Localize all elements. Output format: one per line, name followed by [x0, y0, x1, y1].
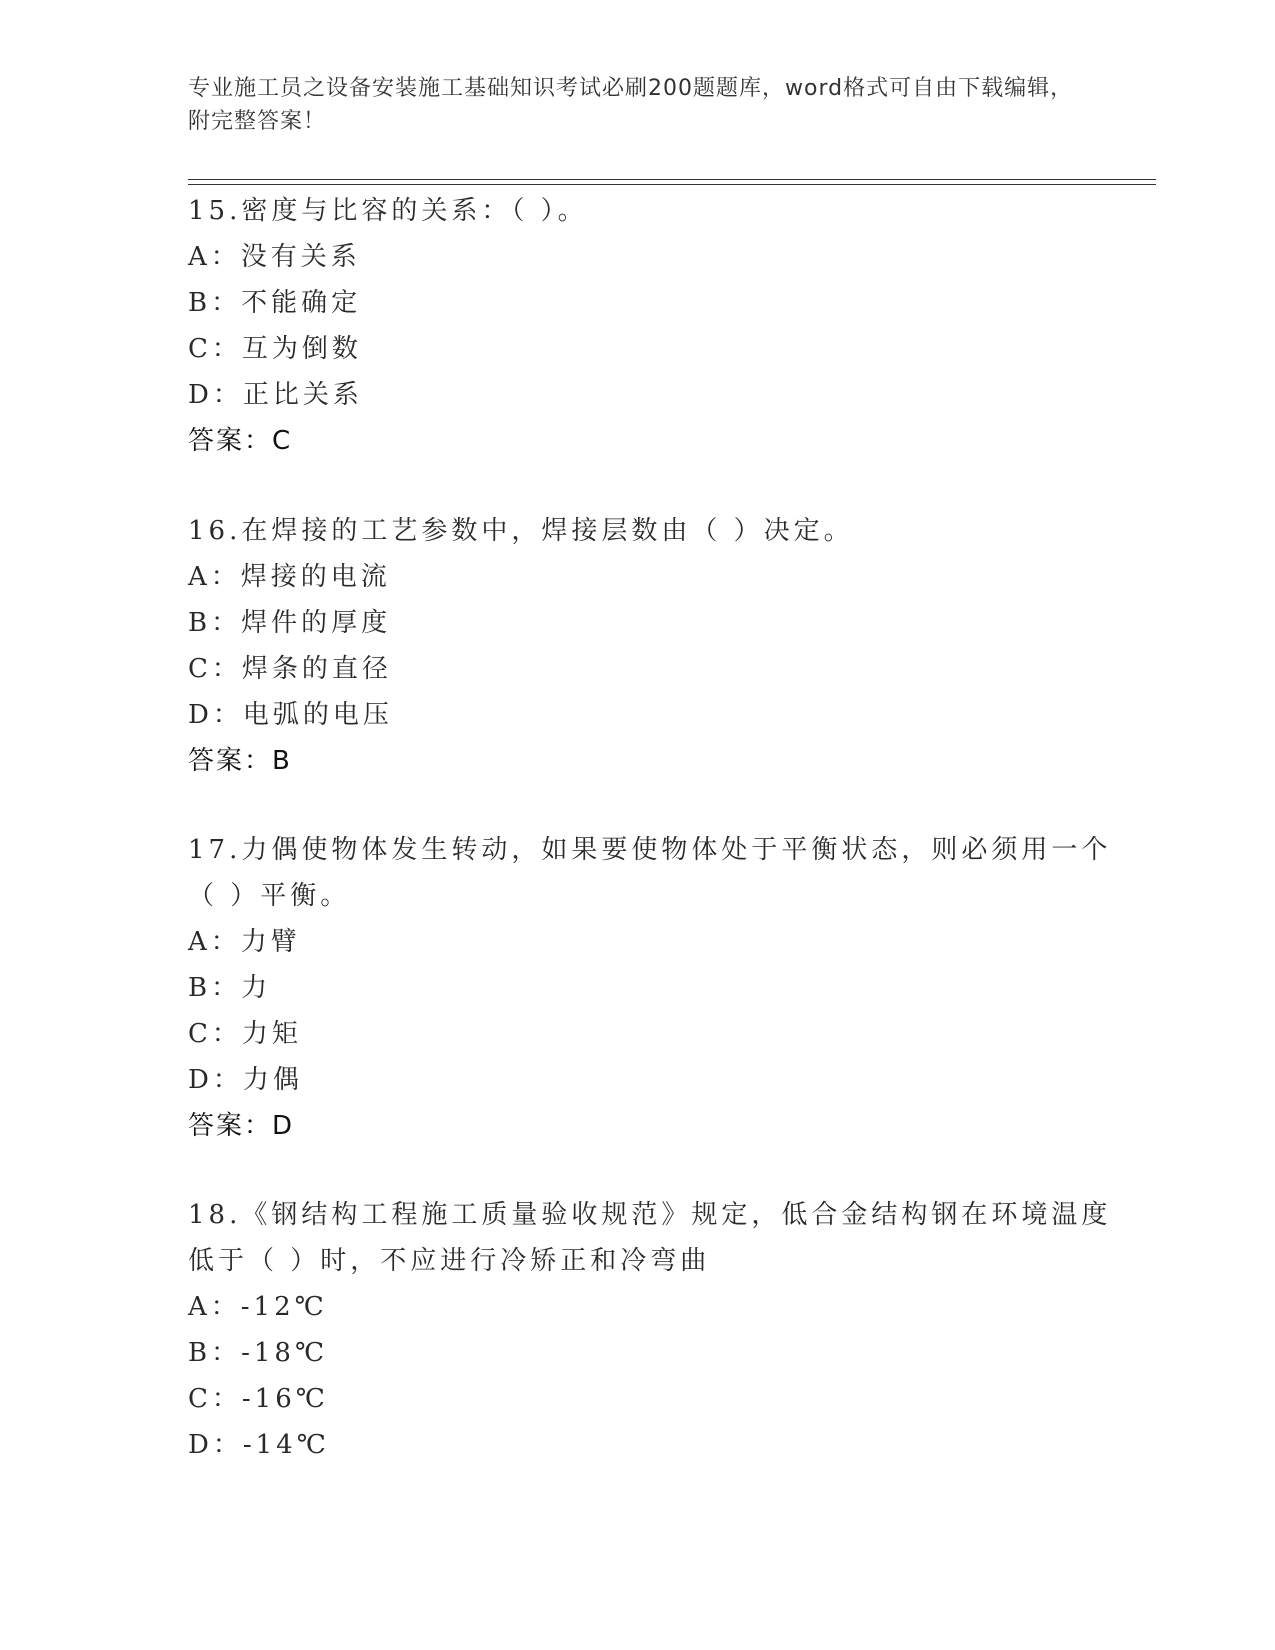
question-16 [188, 508, 1088, 784]
question-18 [188, 1192, 1112, 1468]
question-stem: 17.力偶使物体发生转动，如果要使物体处于平衡状态，则必须用一个 [188, 835, 1112, 865]
header-divider-bottom [188, 184, 1156, 185]
option-b: B：力 [188, 973, 272, 1003]
question-stem: 18.《钢结构工程施工质量验收规范》规定，低合金结构钢在环境温度 [188, 1200, 1112, 1230]
option-d: D：力偶 [188, 1065, 303, 1095]
header-divider-top [188, 179, 1156, 180]
question-15 [188, 188, 1088, 464]
option-a: A：没有关系 [188, 242, 361, 272]
question-stem-continued: 低于（ ）时，不应进行冷矫正和冷弯曲 [188, 1246, 711, 1276]
option-d: D：-14℃ [188, 1430, 330, 1460]
option-b: B：-18℃ [188, 1338, 329, 1368]
answer-line: 答案：D [188, 1111, 295, 1141]
option-c: C：焊条的直径 [188, 654, 392, 684]
option-c: C：-16℃ [188, 1384, 329, 1414]
option-c: C：力矩 [188, 1019, 302, 1049]
answer-line: 答案：C [188, 426, 293, 456]
question-stem: 15.密度与比容的关系：（ ）。 [188, 196, 588, 226]
option-b: B：不能确定 [188, 288, 362, 318]
question-17 [188, 827, 1112, 1149]
option-d: D：电弧的电压 [188, 700, 393, 730]
answer-line: 答案：B [188, 746, 292, 776]
question-stem: 16.在焊接的工艺参数中，焊接层数由（ ）决定。 [188, 516, 854, 546]
option-d: D：正比关系 [188, 380, 363, 410]
option-a: A：焊接的电流 [188, 562, 391, 592]
option-a: A：-12℃ [188, 1292, 328, 1322]
document-header: 专业施工员之设备安装施工基础知识考试必刷200题题库，word格式可自由下载编辑，附完整答案！ [188, 76, 1074, 134]
option-a: A：力臂 [188, 927, 301, 957]
option-b: B：焊件的厚度 [188, 608, 392, 638]
option-c: C：互为倒数 [188, 334, 362, 364]
question-stem-continued: （ ）平衡。 [188, 881, 351, 911]
